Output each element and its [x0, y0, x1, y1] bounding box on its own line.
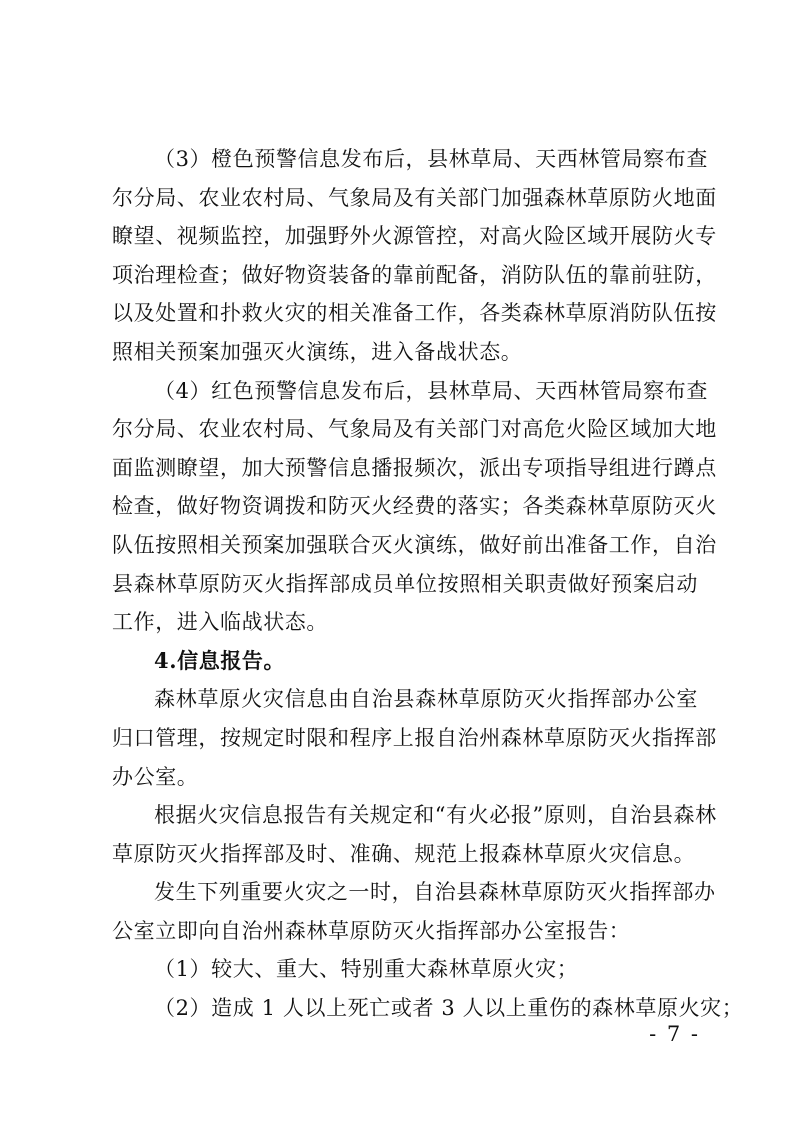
- text-line: 以及处置和扑救火灾的相关准备工作，各类森林草原消防队伍按: [112, 301, 717, 326]
- text-line: 草原防灭火指挥部及时、准确、规范上报森林草原火灾信息。: [112, 841, 696, 866]
- text-line: 工作，进入临战状态。: [112, 610, 328, 635]
- paragraph: [112, 372, 717, 642]
- paragraph: [112, 950, 698, 989]
- text-line: 面监测瞭望，加大预警信息播报频次，派出专项指导组进行蹲点: [112, 455, 717, 480]
- text-line: （4）红色预警信息发布后，县林草局、天西林管局察布查: [154, 378, 708, 403]
- paragraph: [112, 680, 717, 796]
- text-line: 照相关预案加强灭火演练，进入备战状态。: [112, 339, 523, 364]
- text-line: 办公室。: [112, 764, 199, 789]
- text-line: 队伍按照相关预案加强联合灭火演练，做好前出准备工作，自治: [112, 532, 717, 557]
- text-line: 检查，做好物资调拨和防灭火经费的落实；各类森林草原防灭火: [112, 494, 717, 519]
- text-line: 归口管理，按规定时限和程序上报自治州森林草原防灭火指挥部: [112, 725, 717, 750]
- text-line: 瞭望、视频监控，加强野外火源管控，对高火险区域开展防火专: [112, 224, 717, 249]
- text-line: 尔分局、农业农村局、气象局及有关部门加强森林草原防火地面: [112, 185, 717, 210]
- page-number: - 7 -: [649, 1022, 700, 1046]
- paragraph: [112, 873, 716, 950]
- text-line: 县森林草原防灭火指挥部成员单位按照相关职责做好预案启动: [112, 571, 698, 596]
- text-line: 森林草原火灾信息由自治县森林草原防灭火指挥部办公室: [154, 687, 698, 712]
- paragraph: [112, 796, 717, 873]
- paragraph: [112, 140, 717, 372]
- text-line: （2）造成 1 人以上死亡或者 3 人以上重伤的森林草原火灾；: [154, 996, 744, 1021]
- section-heading: 4.信息报告。: [154, 647, 286, 673]
- text-line: 项治理检查；做好物资装备的靠前配备，消防队伍的靠前驻防，: [112, 262, 717, 287]
- text-line: 根据火灾信息报告有关规定和“有火必报”原则，自治县森林: [154, 803, 717, 828]
- text-line: 公室立即向自治州森林草原防灭火指挥部办公室报告：: [112, 918, 631, 943]
- text-line: 发生下列重要火灾之一时，自治县森林草原防灭火指挥部办: [154, 880, 716, 905]
- document-body: [112, 140, 744, 1028]
- text-line: （3）橙色预警信息发布后，县林草局、天西林管局察布查: [154, 147, 708, 171]
- text-line: 尔分局、农业农村局、气象局及有关部门对高危火险区域加大地: [112, 417, 717, 442]
- section-heading-block: [112, 642, 698, 681]
- text-line: （1）较大、重大、特别重大森林草原火灾；: [154, 957, 579, 982]
